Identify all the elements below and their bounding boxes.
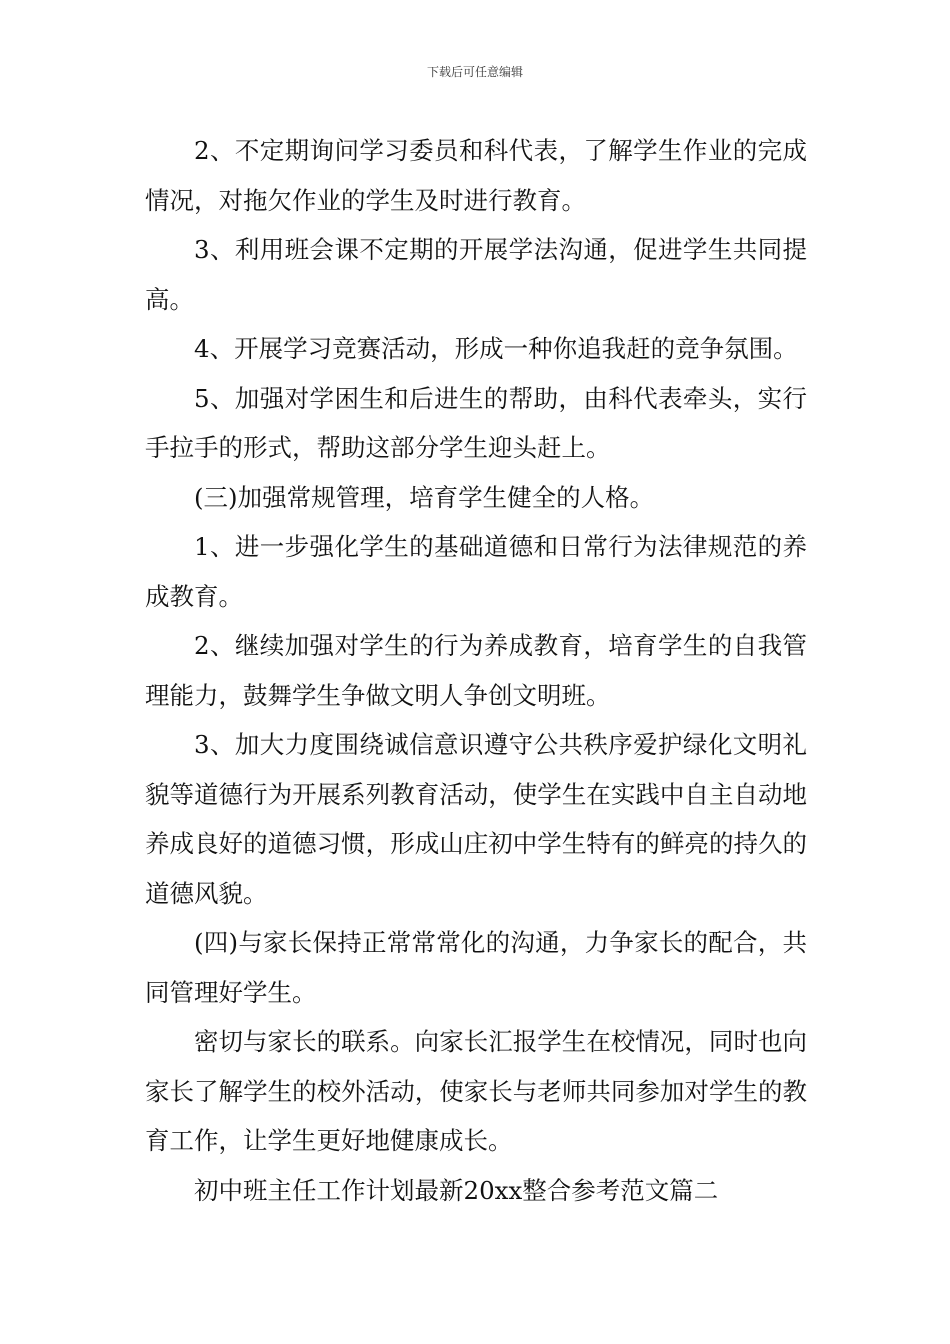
- section-heading-3: (三)加强常规管理，培育学生健全的人格。: [194, 482, 655, 512]
- paragraph-item-1: 1、进一步强化学生的基础道德和日常行为法律规范的养成教育。: [145, 532, 807, 611]
- paragraph-item-3b: 3、加大力度围绕诚信意识遵守公共秩序爱护绿化文明礼貌等道德行为开展系列教育活动，使学生在实践中自主自动地养成良好的道德习惯，形成山庄初中学生特有的鲜亮的持久的道德风貌。: [145, 730, 807, 908]
- page-header-note: 下载后可任意编辑: [426, 65, 523, 79]
- next-article-title: 初中班主任工作计划最新20xx整合参考范文篇二: [194, 1175, 719, 1205]
- paragraph-parent-contact: 密切与家长的联系。向家长汇报学生在校情况，同时也向家长了解学生的校外活动，使家长与老师共同参加对学生的教育工作，让学生更好地健康成长。: [145, 1027, 807, 1155]
- document-body: [145, 126, 807, 1215]
- paragraph-item-5: 5、加强对学困生和后进生的帮助，由科代表牵头，实行手拉手的形式，帮助这部分学生迎头赶上。: [145, 383, 807, 462]
- paragraph-item-2b: 2、继续加强对学生的行为养成教育，培育学生的自我管理能力，鼓舞学生争做文明人争创文明班。: [145, 631, 807, 710]
- paragraph-item-2: 2、不定期询问学习委员和科代表，了解学生作业的完成情况，对拖欠作业的学生及时进行教育。: [145, 136, 807, 215]
- paragraph-item-3: 3、利用班会课不定期的开展学法沟通，促进学生共同提高。: [145, 235, 807, 314]
- section-heading-4: (四)与家长保持正常常常化的沟通，力争家长的配合，共同管理好学生。: [145, 928, 807, 1007]
- paragraph-item-4: 4、开展学习竞赛活动，形成一种你追我赶的竞争氛围。: [194, 334, 798, 363]
